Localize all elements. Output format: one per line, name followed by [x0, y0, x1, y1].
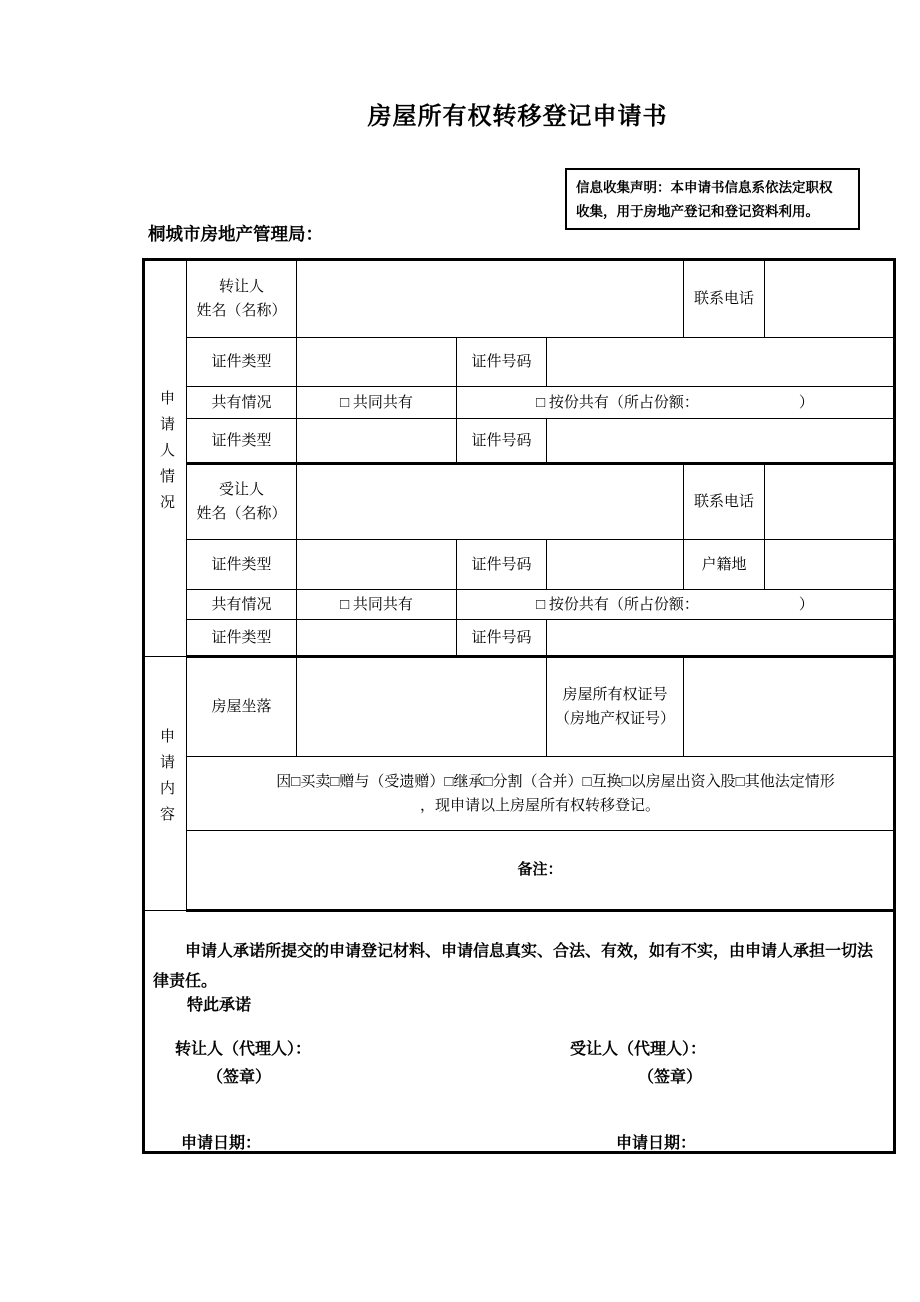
section-label-application-content [144, 657, 187, 911]
transferor-label-line2: 姓名（名称） [196, 303, 287, 319]
transferor-name-label [187, 260, 297, 338]
notice-line-1: 信息收集声明：本申请书信息系依法定职权 [576, 180, 833, 195]
transferor-cert-no-label: 证件号码 [457, 338, 547, 387]
document-title: 房屋所有权转移登记申请书 [367, 104, 668, 130]
transferee-cert-no2-label: 证件号码 [457, 620, 547, 657]
transferee-name-input[interactable] [297, 464, 684, 540]
commitment-line3: 特此承诺 [187, 997, 252, 1014]
transferor-cert-no2-input[interactable] [547, 419, 895, 464]
transferor-by-share-option [457, 387, 895, 419]
transferee-label-line1: 受让人 [218, 482, 264, 498]
house-cert-label-line1: 房屋所有权证号 [562, 687, 668, 703]
house-cert-no-label [547, 657, 684, 757]
reason-prefix: 因 [276, 773, 292, 790]
transferor-phone-input[interactable] [765, 260, 895, 338]
reason-checkbox-investment[interactable]: □以房屋出资入股 [621, 773, 736, 790]
reason-checkbox-exchange[interactable]: □互换 [582, 773, 622, 790]
transferor-cert-type-label: 证件类型 [187, 338, 297, 387]
transferee-joint-ownership-checkbox[interactable]: □ 共同共有 [297, 590, 457, 620]
by-share-close-paren: ） [798, 596, 814, 613]
transferor-by-share-checkbox[interactable]: □ 按份共有（所占份额： [536, 394, 699, 411]
transferee-seal-label: （签章） [638, 1069, 703, 1086]
reason-checkbox-inheritance[interactable]: □继承 [444, 773, 484, 790]
transferee-phone-input[interactable] [765, 464, 895, 540]
transfer-reason-row [187, 757, 895, 831]
house-cert-label-line2: （房地产权证号） [555, 711, 676, 727]
transferee-signature-label: 受让人（代理人）： [570, 1041, 707, 1058]
transferor-label-line1: 转让人 [218, 279, 264, 295]
transferee-cert-type2-input[interactable] [297, 620, 457, 657]
transferee-by-share-option [457, 590, 895, 620]
house-cert-no-input[interactable] [684, 657, 895, 757]
transferor-signature-label: 转让人（代理人）： [175, 1041, 312, 1058]
application-content-vertical-text: 申请内容 [158, 727, 174, 832]
commitment-line1: 申请人承诺所提交的申请登记材料、申请信息真实、合法、有效，如有不实，由申请人承担一切法 [185, 943, 874, 960]
transferee-phone-label: 联系电话 [684, 464, 765, 540]
section-label-applicant-info [144, 260, 187, 657]
transferee-cert-type-label: 证件类型 [187, 540, 297, 590]
transferor-name-input[interactable] [297, 260, 684, 338]
transferee-cert-type-input[interactable] [297, 540, 457, 590]
transfer-reason-line2: ，现申请以上房屋所有权转移登记。 [420, 797, 661, 814]
house-location-label: 房屋坐落 [187, 657, 297, 757]
transferee-cert-no2-input[interactable] [547, 620, 895, 657]
transferee-co-ownership-label: 共有情况 [187, 590, 297, 620]
house-location-input[interactable] [297, 657, 547, 757]
commitment-line2: 律责任。 [153, 973, 218, 990]
application-form-table [142, 258, 896, 1154]
applicant-info-vertical-text: 申请人情况 [158, 389, 174, 520]
transferor-seal-label: （签章） [207, 1069, 272, 1086]
transferee-cert-no-input[interactable] [547, 540, 684, 590]
transferor-joint-ownership-checkbox[interactable]: □ 共同共有 [297, 387, 457, 419]
transferor-application-date-label: 申请日期： [181, 1135, 262, 1152]
transferor-cert-no-input[interactable] [547, 338, 895, 387]
transferor-cert-type2-label: 证件类型 [187, 419, 297, 464]
notice-line-2: 收集，用于房地产登记和登记资料利用。 [576, 204, 819, 219]
transferee-cert-type2-label: 证件类型 [187, 620, 297, 657]
transferor-cert-type-input[interactable] [297, 338, 457, 387]
reason-checkbox-gift[interactable]: □赠与（受遗赠） [330, 773, 445, 790]
transferee-cert-no-label: 证件号码 [457, 540, 547, 590]
transferor-cert-type2-input[interactable] [297, 419, 457, 464]
transferee-by-share-checkbox[interactable]: □ 按份共有（所占份额： [536, 596, 699, 613]
remark-label: 备注： [517, 862, 563, 878]
transfer-reason-line1 [189, 770, 891, 794]
transferee-application-date-label: 申请日期： [616, 1135, 697, 1152]
transferee-name-label [187, 464, 297, 540]
by-share-close-paren: ） [798, 394, 814, 411]
commitment-section [144, 911, 895, 1153]
transferee-label-line2: 姓名（名称） [196, 506, 287, 522]
reason-checkbox-sale[interactable]: □买卖 [291, 773, 331, 790]
transferee-residence-input[interactable] [765, 540, 895, 590]
reason-checkbox-other[interactable]: □其他法定情形 [735, 773, 835, 790]
info-collection-notice [565, 168, 860, 230]
transferor-cert-no2-label: 证件号码 [457, 419, 547, 464]
transferor-co-ownership-label: 共有情况 [187, 387, 297, 419]
transferor-phone-label: 联系电话 [684, 260, 765, 338]
transferee-residence-label: 户籍地 [684, 540, 765, 590]
addressee-line: 桐城市房地产管理局： [148, 224, 323, 244]
remark-cell[interactable] [187, 831, 895, 911]
reason-checkbox-division[interactable]: □分割（合并） [483, 773, 583, 790]
